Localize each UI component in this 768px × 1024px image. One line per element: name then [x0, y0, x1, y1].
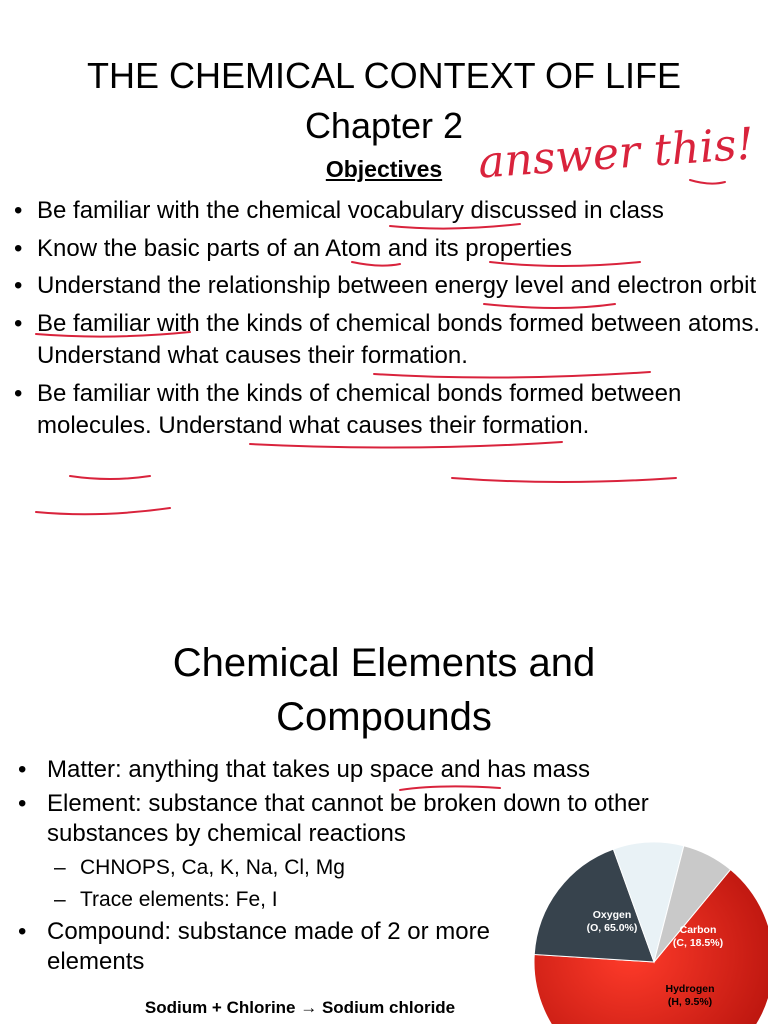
objectives-heading: Objectives	[325, 156, 443, 182]
pie-label-carbon: Carbon	[679, 924, 717, 936]
objective-item: • Understand the relationship between energy level and electron orbit	[14, 270, 764, 303]
ink-underline	[70, 476, 150, 479]
element-pie-chart	[530, 832, 768, 1024]
definition-item: • Matter: anything that takes up space and has mass	[18, 755, 768, 785]
objectives-list	[14, 195, 764, 448]
definition-item: • Element: substance that cannot be broken down to other substances by chemical reactions	[18, 789, 768, 849]
reaction-equation: Sodium + Chlorine → Sodium chloride	[144, 998, 456, 1017]
slide2-title: Chemical Elements and	[172, 641, 596, 685]
objective-item: • Be familiar with the chemical vocabulary discussed in class	[14, 195, 764, 228]
definition-subitem: – CHNOPS, Ca, K, Na, Cl, Mg	[18, 853, 768, 883]
objective-item: • Be familiar with the kinds of chemical bonds formed between molecules. Understand what causes their formation.	[14, 378, 764, 443]
pie-detail-carbon: (C, 18.5%)	[672, 937, 724, 949]
pie-detail-hydrogen: (H, 9.5%)	[667, 996, 713, 1008]
slide1-title: THE CHEMICAL CONTEXT OF LIFE	[86, 55, 682, 96]
definition-item: • Compound: substance made of 2 or more elements	[18, 917, 517, 977]
objective-item: • Know the basic parts of an Atom and its properties	[14, 233, 764, 266]
pie-label-oxygen: Oxygen	[592, 909, 632, 921]
definition-subitem: – Trace elements: Fe, I	[18, 885, 768, 915]
ink-underline	[452, 478, 676, 482]
ink-underline	[36, 508, 170, 514]
slide2-title-continued: Compounds	[276, 695, 492, 739]
pie-slices	[534, 842, 768, 1024]
pie-label-hydrogen: Hydrogen	[665, 983, 715, 995]
pie-detail-oxygen: (O, 65.0%)	[586, 922, 638, 934]
handwritten-note: answer this!	[476, 118, 756, 189]
objective-item: • Be familiar with the kinds of chemical bonds formed between atoms. Understand what causes their formation.	[14, 308, 764, 373]
slide1-subtitle: Chapter 2	[304, 105, 464, 146]
